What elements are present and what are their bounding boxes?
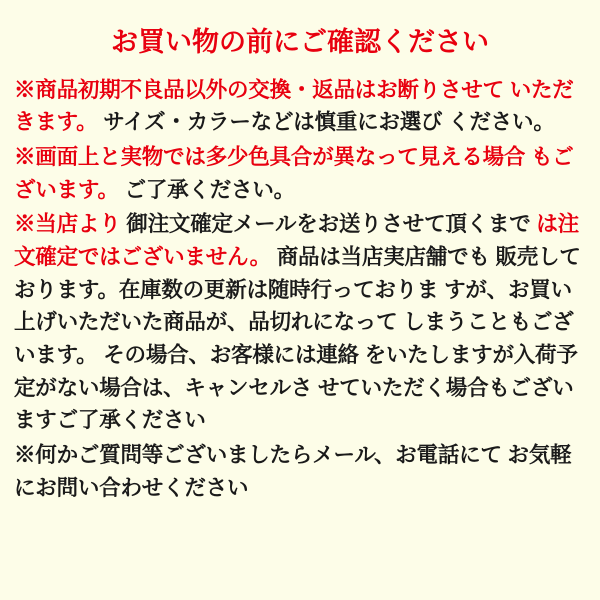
notice-text-segment: ※何かご質問等ございましたらメール、お電話にて xyxy=(14,443,502,468)
notice-text-segment: ください。 xyxy=(448,110,555,135)
notice-text-segment: ※当店より xyxy=(14,212,121,237)
notice-text-segment: すが、お買い上げいただいた商品が、品切れになって xyxy=(14,277,572,335)
notice-text-segment: ご了承ください。 xyxy=(124,177,295,202)
notice-text-segment: サイズ・カラーなどは慎重にお選び xyxy=(103,110,443,135)
notice-paragraph-3 xyxy=(14,208,586,437)
notice-text-segment: 販売しております。在庫数の更新は随時行っておりま xyxy=(14,245,581,302)
notice-text-segment: いただきます。 xyxy=(14,77,574,135)
notice-text-segment: しまうこともございます。 その場合、お客様には連絡 xyxy=(14,310,574,368)
notice-paragraph-1 xyxy=(14,74,586,139)
page-title: お買い物の前にご確認ください xyxy=(111,27,489,57)
notice-text-segment: せていただく場合もございますご了承ください xyxy=(14,375,574,433)
notice-text-segment: は注文確定ではございません。 xyxy=(14,212,579,270)
notice-text-segment: もございます。 xyxy=(14,145,574,202)
notice-paragraph-4 xyxy=(14,439,586,504)
notice-text-segment: お気軽にお問い合わせください xyxy=(14,443,572,500)
notice-paragraph-2 xyxy=(14,141,586,206)
notice-text-segment: ※画面上と実物では多少色具合が異なって見える場合 xyxy=(14,145,526,170)
notice-text-segment: 御注文確定メールをお送りさせて頂くまで xyxy=(126,212,531,237)
notice-text-segment: をいたしますが入荷予定がない場合は、キャンセルさ xyxy=(14,343,578,400)
notice-text-segment: ※商品初期不良品以外の交換・返品はお断りさせて xyxy=(14,77,504,102)
notice-text-segment: 商品は当店実店舗でも xyxy=(276,245,490,270)
